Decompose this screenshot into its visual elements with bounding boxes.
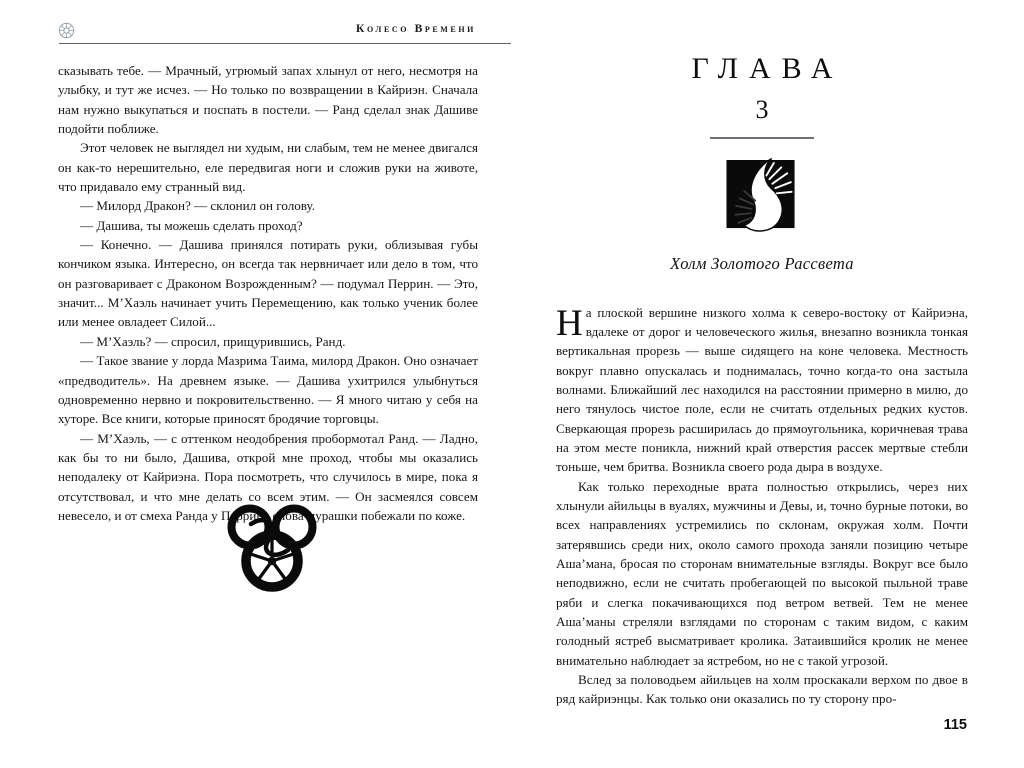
paragraph: Вслед за половодьем айильцев на холм проскакали верхом по двое в ряд кайриэнцы. Как только они оказались по ту сторону про- [556,672,968,707]
drop-cap: Н [556,302,583,344]
paragraph: — М’Хаэль, — с оттенком неодобрения пробормотал Ранд. — Ладно, как бы то ни было, Дашива, открой мне проход, чтобы мы оказались неподалеку от Кайриэна. Пора посмотреть, что случилось в мире, пока я отсутствовал, и что мне делать со всем этим. — Он засмеялся совсем невесело, и от смеха Ранда у Перрина снова мурашки побежали по коже. [58,430,478,523]
chapter-icon-wrap [556,154,968,240]
chapter-word: ГЛАВА [691,52,844,85]
paragraph: — Милорд Дракон? — склонил он голову. [80,198,316,214]
paragraph: — Такое звание у лорда Мазрима Таима, милорд Дракон. Оно означает «предводитель». На древнем языке. — Дашива ухитрился улыбнуться одновременно нервно и покровительственно. — Я много читаю у себя на хуторе. Все книги, которые приносят бродячие торговцы. [58,353,478,427]
paragraph: — Конечно. — Дашива принялся потирать руки, облизывая губы кончиком языка. Интересно, он всегда так нервничает или дело в том, что он разговаривает с Драконом Возрожденным? — подумал Перрин. — Это, значит... М’Хаэль начинает учить Перемещению, как только ученик более или менее овладеет Силой... [58,237,478,330]
paragraph-text: а плоской вершине низкого холма к северо-востоку от Кайриэна, вдалеке от дорог и человеческого жилья, внезапно возникла тонкая вертикальная прорезь — выше сидящего на коне человека. Местность вокруг плавно опускалась и поднималась, точно когда-то она застыла волнами. Ближайший лес находился на расстоянии примерно в милю, до него тянулось чистое поле, если не считать отдельных редких кустов. Сверкающая прорезь расширилась до прямоугольника, коричневая трава на этом месте поникла, нижний край отверстия рассек мертвые стебли тоньше, чем бритва. Возникла своего рода дыра в воздухе. [556,304,968,475]
recto-body-text [556,303,968,709]
running-head-title: Колесо Времени [356,23,476,35]
wheel-ornament-icon [58,22,75,39]
chapter-number: 3 [755,95,769,124]
verso-page [58,20,478,525]
page-number: 115 [943,717,967,733]
chapter-rule [710,137,814,139]
running-head-rule [59,43,511,44]
paragraph: — Дашива, ты можешь сделать проход? [80,217,303,233]
running-head [58,20,478,48]
paragraph [556,303,968,477]
paragraph: сказывать тебе. — Мрачный, угрюмый запах хлынул от него, несмотря на улыбку, и тут же исчез. — Но только по возвращении в Кайриэн. Сначала нам нужно выкупаться и поспать в постели. — Ранд сделал знак Дашиве подойти поближе. [58,63,478,137]
paragraph: Как только переходные врата полностью открылись, через них хлынули айильцы в вуалях, мужчины и Девы, и, точно бурные потоки, во всех направлениях устремились по склонам, окружая холм. Почти затерявшись среди них, около самого прохода заняли позицию четыре Аша’мана, бросая по сторонам внимательные взгляды. Вокруг все было неподвижно, если не считать пробегающей по высокой пыльной траве ряби и слегка покачивающихся под ветром ветвей. Тем не менее Аша’маны стреляли взглядами по сторонам с таким видом, с каким голодный ястреб высматривает кролика. Затаившийся кролик не менее внимательно наблюдает за ястребом, но не с такой угрозой. [556,478,968,668]
paragraph: — М’Хаэль? — спросил, прищурившись, Ранд. [80,333,346,349]
aes-sedai-yin-yang-icon [725,154,799,240]
paragraph: Этот человек не выглядел ни худым, ни слабым, тем не менее двигался он как-то нерешительно, еле передвигая ноги и сложив руки на животе, что придавало ему странный вид. [58,140,478,195]
verso-body-text [58,61,478,525]
wheel-of-time-emblem-icon [222,498,322,596]
chapter-title: Холм Золотого Рассвета [670,253,854,273]
recto-page [556,20,968,750]
